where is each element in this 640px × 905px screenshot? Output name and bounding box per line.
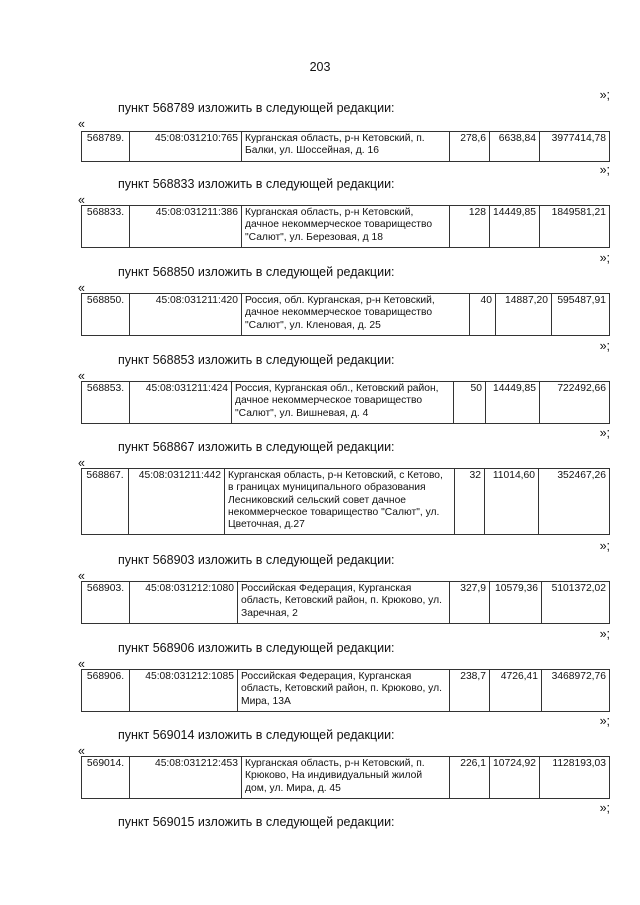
- table-row: [81, 669, 610, 712]
- table-row: [81, 131, 610, 162]
- section-heading: пункт 569014 изложить в следующей редакции:: [118, 728, 395, 742]
- cadastral-number: 45:08:031212:1085: [130, 670, 238, 712]
- cadastral-number: 45:08:031211:424: [130, 382, 232, 424]
- closing-quote: »;: [599, 339, 610, 353]
- section-heading: пункт 568850 изложить в следующей редакции:: [118, 265, 395, 279]
- address: Российская Федерация, Курганская область, Кетовский район, п. Крюково, ул. Заречная, 2: [238, 582, 450, 624]
- section-heading: пункт 568867 изложить в следующей редакции:: [118, 440, 395, 454]
- row-number: 568906.: [82, 670, 130, 712]
- address: Курганская область, р-н Кетовский, п. Крюково, На индивидуальный жилой дом, ул. Мира, д. 45: [242, 757, 450, 799]
- row-number: 568789.: [82, 132, 130, 162]
- address: Курганская область, р-н Кетовский, п. Балки, ул. Шоссейная, д. 16: [242, 132, 450, 162]
- table-row: [81, 293, 610, 336]
- row-number: 568850.: [82, 294, 130, 336]
- area: 50: [454, 382, 486, 424]
- row-number: 568853.: [82, 382, 130, 424]
- cadastral-value: 352467,26: [539, 469, 610, 535]
- specific-value: 4726,41: [490, 670, 542, 712]
- section-heading: пункт 568789 изложить в следующей редакции:: [118, 101, 395, 115]
- opening-quote: «: [78, 456, 85, 470]
- cadastral-number: 45:08:031211:442: [129, 469, 225, 535]
- area: 327,9: [450, 582, 490, 624]
- closing-quote: »;: [599, 801, 610, 815]
- table-row: [81, 581, 610, 624]
- area: 40: [470, 294, 496, 336]
- section-heading: пункт 568906 изложить в следующей редакции:: [118, 641, 395, 655]
- cadastral-value: 1128193,03: [540, 757, 610, 799]
- cadastral-value: 1849581,21: [540, 206, 610, 248]
- section-heading: пункт 568853 изложить в следующей редакции:: [118, 353, 395, 367]
- table-row: [81, 381, 610, 424]
- area: 278,6: [450, 132, 490, 162]
- specific-value: 6638,84: [490, 132, 540, 162]
- specific-value: 10724,92: [490, 757, 540, 799]
- opening-quote: «: [78, 657, 85, 671]
- table-row: [81, 756, 610, 799]
- area: 32: [455, 469, 485, 535]
- specific-value: 14449,85: [490, 206, 540, 248]
- area: 226,1: [450, 757, 490, 799]
- cadastral-number: 45:08:031211:420: [130, 294, 242, 336]
- row-number: 568833.: [82, 206, 130, 248]
- area: 238,7: [450, 670, 490, 712]
- closing-quote: »;: [599, 88, 610, 102]
- specific-value: 11014,60: [485, 469, 539, 535]
- opening-quote: «: [78, 744, 85, 758]
- cadastral-number: 45:08:031212:453: [130, 757, 242, 799]
- row-number: 569014.: [82, 757, 130, 799]
- closing-quote: »;: [599, 539, 610, 553]
- closing-quote: »;: [599, 163, 610, 177]
- cadastral-value: 3977414,78: [540, 132, 610, 162]
- opening-quote: «: [78, 281, 85, 295]
- page-number: 203: [309, 60, 331, 74]
- table-row: [81, 205, 610, 248]
- section-heading: пункт 568833 изложить в следующей редакции:: [118, 177, 395, 191]
- closing-quote: »;: [599, 251, 610, 265]
- cadastral-number: 45:08:031212:1080: [130, 582, 238, 624]
- opening-quote: «: [78, 569, 85, 583]
- address: Российская Федерация, Курганская область, Кетовский район, п. Крюково, ул. Мира, 13А: [238, 670, 450, 712]
- address: Курганская область, р-н Кетовский, с Кетово, в границах муниципального образования Лесниковский сельский совет дачное некоммерческое товарищество "Салют", ул. Цветочная, д.27: [225, 469, 455, 535]
- cadastral-value: 3468972,76: [542, 670, 610, 712]
- section-heading: пункт 569015 изложить в следующей редакции:: [118, 815, 395, 829]
- closing-quote: »;: [599, 714, 610, 728]
- opening-quote: «: [78, 193, 85, 207]
- address: Курганская область, р-н Кетовский, дачное некоммерческое товарищество "Салют", ул. Березовая, д 18: [242, 206, 450, 248]
- cadastral-value: 5101372,02: [542, 582, 610, 624]
- cadastral-value: 595487,91: [552, 294, 610, 336]
- address: Россия, обл. Курганская, р-н Кетовский, дачное некоммерческое товарищество "Салют", ул. Кленовая, д. 25: [242, 294, 470, 336]
- closing-quote: »;: [599, 627, 610, 641]
- specific-value: 10579,36: [490, 582, 542, 624]
- cadastral-value: 722492,66: [540, 382, 610, 424]
- opening-quote: «: [78, 369, 85, 383]
- cadastral-number: 45:08:031210:765: [130, 132, 242, 162]
- row-number: 568867.: [82, 469, 129, 535]
- specific-value: 14887,20: [496, 294, 552, 336]
- opening-quote: «: [78, 117, 85, 131]
- cadastral-number: 45:08:031211:386: [130, 206, 242, 248]
- address: Россия, Курганская обл., Кетовский район, дачное некоммерческое товарищество "Салют", ул. Вишневая, д. 4: [232, 382, 454, 424]
- closing-quote: »;: [599, 426, 610, 440]
- specific-value: 14449,85: [486, 382, 540, 424]
- area: 128: [450, 206, 490, 248]
- table-row: [81, 468, 610, 535]
- row-number: 568903.: [82, 582, 130, 624]
- section-heading: пункт 568903 изложить в следующей редакции:: [118, 553, 395, 567]
